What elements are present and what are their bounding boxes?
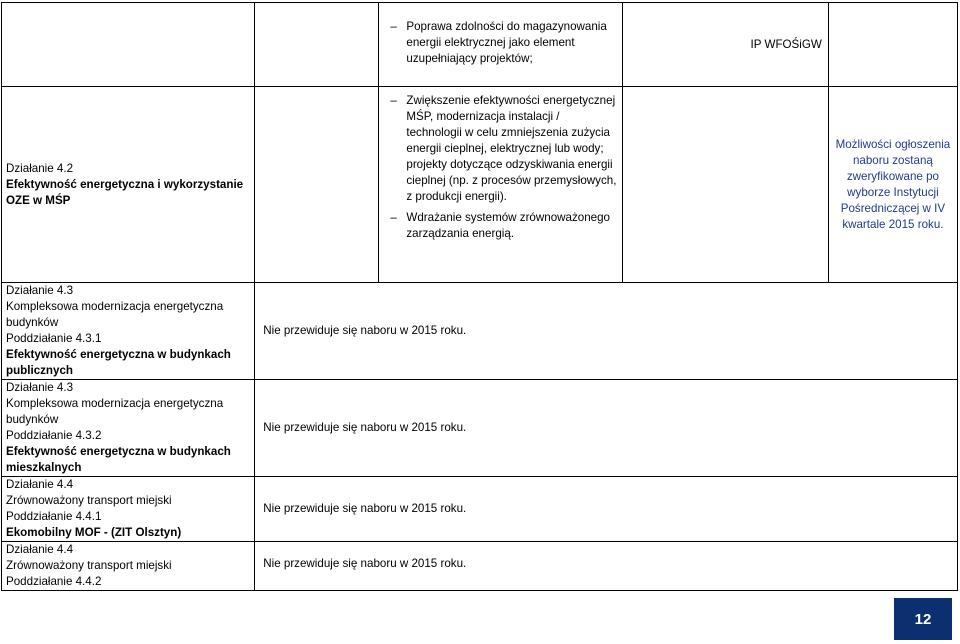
measure-line: Zrównoważony transport miejski (6, 494, 172, 507)
notes-cell (828, 3, 957, 87)
scope-bullet: – Wdrażanie systemów zrównoważonego zarządzania energią. (390, 210, 617, 242)
institution-cell (622, 3, 828, 87)
notes-text: Możliwości ogłoszenia naboru zostaną zweryfikowane po wyborze Instytucji Pośredniczącej w IV kwartale 2015 roku. (835, 137, 951, 231)
institution-cell (622, 87, 828, 283)
measure-cell (2, 283, 255, 380)
measure-line: Poddziałanie 4.4.2 (6, 575, 102, 588)
info-text: Nie przewiduje się naboru w 2015 roku. (263, 421, 467, 434)
table-row (2, 283, 958, 380)
scope-cell (379, 87, 622, 283)
institution-label: IP WFOŚiGW (750, 37, 822, 51)
measure-line: Działanie 4.2 (6, 161, 74, 175)
measure-line: Kompleksowa modernizacja energetyczna budynków (6, 397, 224, 426)
page-number: 12 (914, 610, 932, 628)
info-cell (255, 380, 958, 477)
measures-table (1, 2, 958, 591)
measure-title: Efektywność energetyczna w budynkach mieszkalnych (6, 445, 231, 474)
measure-line: Kompleksowa modernizacja energetyczna budynków (6, 300, 224, 329)
scope-cell (379, 3, 622, 87)
measure-title: Ekomobilny MOF - (ZIT Olsztyn) (6, 526, 182, 539)
table-row (2, 477, 958, 542)
measure-cell (2, 477, 255, 542)
scope-bullet: – Poprawa zdolności do magazynowania energii elektrycznej jako element uzupełniający projektów; (390, 19, 617, 67)
measure-title: Efektywność energetyczna w budynkach publicznych (6, 348, 231, 377)
measure-line: Działanie 4.3 (6, 284, 74, 297)
empty-cell (255, 87, 379, 283)
measure-cell (2, 542, 255, 591)
measure-cell (2, 3, 255, 87)
table-row (2, 542, 958, 591)
info-cell (255, 283, 958, 380)
measure-line: Działanie 4.4 (6, 478, 74, 491)
measure-title: Efektywność energetyczna i wykorzystanie OZE w MŚP (6, 177, 244, 207)
measure-line: Poddziałanie 4.3.2 (6, 429, 102, 442)
info-cell (255, 477, 958, 542)
measure-line: Zrównoważony transport miejski (6, 559, 172, 572)
table-row (2, 3, 958, 87)
scope-bullet: – Zwiększenie efektywności energetycznej MŚP, modernizacja instalacji / technologii w celu zmniejszenia zużycia energii cieplnej, elektrycznej lub wody; projekty dotyczące odzyskiwania energii cieplnej (np. z procesów przemysłowych, z produkcji energii). (390, 93, 617, 205)
info-cell (255, 542, 958, 591)
measure-line: Poddziałanie 4.3.1 (6, 332, 102, 345)
notes-cell (828, 87, 957, 283)
table-row (2, 380, 958, 477)
info-text: Nie przewiduje się naboru w 2015 roku. (263, 557, 467, 570)
measure-line: Działanie 4.3 (6, 381, 74, 394)
empty-cell (255, 3, 379, 87)
measure-line: Działanie 4.4 (6, 543, 74, 556)
page-number-badge (894, 598, 952, 640)
table-row (2, 87, 958, 283)
info-text: Nie przewiduje się naboru w 2015 roku. (263, 502, 467, 515)
measure-cell (2, 380, 255, 477)
info-text: Nie przewiduje się naboru w 2015 roku. (263, 324, 467, 337)
measure-line: Poddziałanie 4.4.1 (6, 510, 102, 523)
measure-cell (2, 87, 255, 283)
